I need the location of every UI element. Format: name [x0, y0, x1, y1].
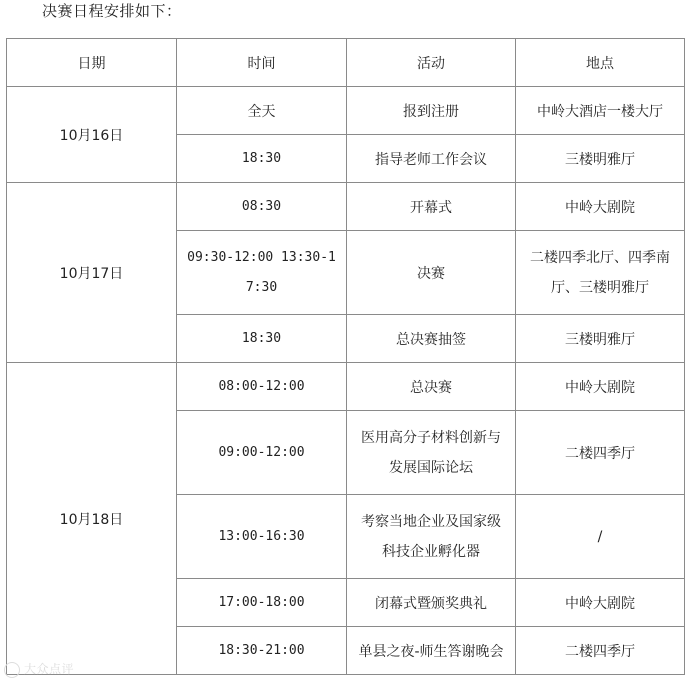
time-cell: 18:30-21:00: [177, 627, 347, 675]
location-cell: /: [516, 495, 685, 579]
date-cell: 10月16日: [7, 87, 177, 183]
header-time: 时间: [177, 39, 347, 87]
table-row: [7, 87, 685, 135]
time-cell: 18:30: [177, 315, 347, 363]
date-cell: 10月18日: [7, 363, 177, 675]
activity-cell: 总决赛抽签: [347, 315, 516, 363]
header-activity: 活动: [347, 39, 516, 87]
activity-cell: 闭幕式暨颁奖典礼: [347, 579, 516, 627]
time-cell: 18:30: [177, 135, 347, 183]
watermark: [4, 660, 74, 678]
location-cell: 中岭大剧院: [516, 183, 685, 231]
intro-text: 决赛日程安排如下：: [42, 2, 182, 20]
location-cell: 中岭大剧院: [516, 579, 685, 627]
activity-cell: 医用高分子材料创新与发展国际论坛: [347, 411, 516, 495]
time-cell: 全天: [177, 87, 347, 135]
location-cell: 中岭大剧院: [516, 363, 685, 411]
activity-cell: 报到注册: [347, 87, 516, 135]
activity-cell: 单县之夜-师生答谢晚会: [347, 627, 516, 675]
activity-cell: 决赛: [347, 231, 516, 315]
header-date: 日期: [7, 39, 177, 87]
time-cell: 13:00-16:30: [177, 495, 347, 579]
location-cell: 二楼四季北厅、四季南厅、三楼明雅厅: [516, 231, 685, 315]
time-cell: 09:30-12:00 13:30-17:30: [177, 231, 347, 315]
watermark-text: 大众点评: [24, 662, 75, 676]
date-cell: 10月17日: [7, 183, 177, 363]
location-cell: 三楼明雅厅: [516, 315, 685, 363]
location-cell: 三楼明雅厅: [516, 135, 685, 183]
watermark-logo-icon: [4, 662, 20, 678]
time-cell: 17:00-18:00: [177, 579, 347, 627]
location-cell: 中岭大酒店一楼大厅: [516, 87, 685, 135]
table-row: [7, 363, 685, 411]
schedule-table: [6, 38, 685, 675]
time-cell: 09:00-12:00: [177, 411, 347, 495]
activity-cell: 指导老师工作会议: [347, 135, 516, 183]
time-cell: 08:30: [177, 183, 347, 231]
time-cell: 08:00-12:00: [177, 363, 347, 411]
location-cell: 二楼四季厅: [516, 411, 685, 495]
activity-cell: 开幕式: [347, 183, 516, 231]
activity-cell: 考察当地企业及国家级科技企业孵化器: [347, 495, 516, 579]
location-cell: 二楼四季厅: [516, 627, 685, 675]
table-row: [7, 183, 685, 231]
activity-cell: 总决赛: [347, 363, 516, 411]
header-row: [7, 39, 685, 87]
header-location: 地点: [516, 39, 685, 87]
